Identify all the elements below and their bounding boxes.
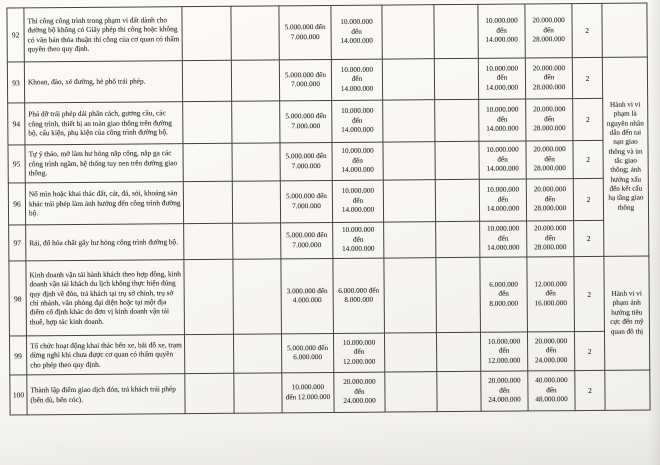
table-row (10, 370, 650, 415)
blank-cell (384, 333, 436, 372)
fine-range-3: 10.000.000 đến 14.000.000 (480, 221, 527, 257)
row-number: 99 (9, 336, 26, 375)
table-row (7, 57, 647, 103)
blank-cell (232, 101, 280, 143)
violation-description: Kinh doanh vận tải hành khách theo hợp đồng, kinh doanh vận tải khách du lịch không thực hiện đúng quy định về đón, trả khách tại trụ sở chính, trụ sở chi nhánh, văn phòng đại diện hoặc tại một địa điểm cố định khác do đơn vị kinh doanh vận tải thuê, hợp tác kinh doanh. (26, 260, 185, 336)
row-number: 94 (8, 103, 25, 145)
blank-cell (184, 223, 233, 259)
violation-description: Thành lập điểm giao dịch đón, trả khách trái phép (bến dù, bến cóc). (27, 374, 185, 415)
violation-description: Nổ mìn hoặc khai thác đất, cát, đá, sỏi, khoáng sản khác trái phép làm ảnh hưởng đến công trình đường bộ. (25, 182, 183, 225)
blank-cell (231, 60, 279, 101)
note-empty-cell (605, 370, 650, 410)
table-row (9, 331, 649, 375)
fine-range-1: 5.000.000 đến 7.000.000 (280, 100, 332, 142)
blank-cell (382, 5, 434, 59)
blank-cell (384, 222, 436, 258)
row-number: 95 (8, 145, 25, 183)
fine-range-3: 10.000.000 đến 14.000.000 (478, 58, 525, 99)
blank-cell (184, 334, 233, 373)
penalty-points: 2 (573, 178, 603, 220)
fine-range-2: 10.000.000 đến 14.000.000 (333, 222, 384, 258)
fine-range-4: 20.000.000 đến 28.000.000 (527, 221, 574, 257)
note-empty-cell (602, 3, 647, 57)
fine-range-4: 20.000.000 đến 28.000.000 (525, 4, 572, 58)
blank-cell (231, 6, 279, 60)
fine-range-4: 40.000.000 đến 48.000.000 (528, 371, 575, 411)
fine-range-2: 10.000.000 đến 12.000.000 (333, 333, 384, 372)
fine-range-1: 5.000.000 đến 7.000.000 (279, 59, 331, 100)
blank-cell (185, 373, 234, 413)
blank-cell (184, 259, 234, 334)
fine-range-4: 20.000.000 đến 28.000.000 (526, 179, 573, 221)
blank-cell (434, 58, 478, 99)
penalty-points: 2 (575, 370, 605, 410)
blank-cell (435, 99, 479, 141)
blank-cell (183, 181, 232, 223)
blank-cell (183, 143, 232, 181)
fine-range-1: 3.000.000 đến 4.000.000 (281, 258, 334, 333)
fine-range-4: 12.000.000 đến 16.000.000 (527, 257, 575, 332)
table-row (8, 98, 648, 145)
fine-range-3: 10.000.000 đến 14.000.000 (478, 4, 525, 58)
penalty-points: 2 (574, 220, 604, 256)
fine-range-4: 20.000.000 đến 28.000.000 (526, 99, 573, 141)
violation-description: Khoan, đào, xẻ đường, hè phố trái phép. (24, 61, 182, 103)
table-row (9, 220, 649, 261)
violation-description: Tự ý tháo, mở làm hư hỏng nắp cống, nắp ga các công trình ngầm, hệ thống tuy nen trên đường giao thông. (25, 144, 183, 183)
fine-range-1: 5.000.000 đến 7.000.000 (280, 180, 332, 222)
penalty-points: 2 (573, 98, 603, 140)
fine-range-2: 10.000.000 đến 14.000.000 (332, 100, 383, 142)
blank-cell (232, 143, 280, 181)
table-row (9, 256, 650, 336)
fine-range-3: 6.000.000 đến 8.000.000 (480, 257, 528, 332)
violation-description: Rải, đổ hóa chất gây hư hỏng công trình đường bộ. (26, 224, 184, 261)
blank-cell (437, 371, 481, 411)
penalty-points: 2 (572, 3, 602, 57)
fine-range-3: 10.000.000 đến 14.000.000 (479, 141, 526, 179)
blank-cell (233, 334, 281, 373)
blank-cell (233, 223, 281, 259)
row-number: 100 (10, 375, 27, 415)
fine-range-3: 10.000.000 đến 14.000.000 (479, 179, 526, 221)
fine-range-3: 10.000.000 đến 12.000.000 (480, 332, 527, 371)
fine-range-1: 10.000.000 đến 12.000.000 (282, 372, 334, 412)
table-row (8, 140, 648, 183)
table-row (7, 3, 647, 62)
blank-cell (435, 179, 479, 221)
fine-range-2: 10.000.000 đến 14.000.000 (331, 5, 382, 59)
blank-cell (233, 259, 282, 334)
blank-cell (385, 372, 437, 412)
note-merged-cell: Hành vi vi phạm ảnh hưởng tiêu cực đến mỹ quan đô thị (604, 256, 650, 370)
blank-cell (435, 141, 479, 179)
fine-range-3: 20.000.000 đến 24.000.000 (481, 371, 528, 411)
blank-cell (182, 6, 231, 60)
row-number: 96 (8, 183, 25, 225)
blank-cell (434, 4, 478, 58)
blank-cell (383, 100, 435, 142)
blank-cell (436, 332, 480, 371)
blank-cell (232, 181, 280, 223)
fine-range-1: 5.000.000 đến 7.000.000 (280, 142, 332, 180)
fine-range-1: 5.000.000 đến 7.000.000 (279, 5, 331, 59)
row-number: 92 (7, 8, 24, 62)
blank-cell (383, 180, 435, 222)
violation-description: Tổ chức hoạt động khai thác bến xe, bãi đỗ xe, trạm dừng nghỉ khi chưa được cơ quan có thẩm quyền cho phép theo quy định. (26, 335, 184, 375)
fine-range-4: 20.000.000 đến 28.000.000 (525, 58, 572, 99)
penalty-points: 2 (573, 140, 603, 178)
penalty-points: 2 (574, 256, 605, 331)
fine-range-2: 6.000.000 đến 8.000.000 (333, 258, 385, 333)
fine-range-1: 5.000.000 đến 6.000.000 (281, 333, 333, 372)
blank-cell (382, 59, 434, 100)
violations-fines-table (6, 2, 650, 415)
fine-range-3: 10.000.000 đến 14.000.000 (479, 99, 526, 141)
penalty-points: 2 (572, 57, 602, 98)
row-number: 97 (9, 225, 26, 261)
blank-cell (182, 60, 231, 101)
penalty-points: 2 (574, 331, 604, 370)
blank-cell (183, 101, 232, 143)
blank-cell (383, 142, 435, 180)
fine-range-4: 20.000.000 đến 24.000.000 (527, 332, 574, 371)
fine-range-2: 20.000.000 đến 24.000.000 (334, 372, 385, 412)
fine-range-1: 5.000.000 đến 7.000.000 (281, 222, 333, 258)
blank-cell (436, 221, 480, 257)
fine-range-2: 10.000.000 đến 14.000.000 (332, 180, 383, 222)
fine-range-2: 10.000.000 đến 14.000.000 (331, 59, 382, 100)
row-number: 98 (9, 261, 27, 336)
blank-cell (436, 257, 481, 332)
table-row (8, 178, 648, 225)
fine-range-2: 10.000.000 đến 14.000.000 (332, 142, 383, 180)
blank-cell (384, 258, 437, 333)
violation-description: Thi công công trình trong phạm vi đất dành cho đường bộ không có Giấy phép thi công hoặc không có văn bản thỏa thuận thi công của cơ quan có thẩm quyền theo quy định. (24, 7, 182, 62)
blank-cell (234, 373, 282, 413)
row-number: 93 (7, 62, 24, 103)
note-merged-cell: Hành vi vi phạm là nguyên nhân dẫn đến tai nạn giao thông và ùn tắc giao thông; ảnh hưởng xấu đến kết cấu hạ tầng giao thông (602, 57, 649, 256)
violation-description: Phá dỡ trái phép dải phân cách, gương cầu, các công trình, thiết bị an toàn giao thông trên đường bộ, cấu kiện, phụ kiện của công trình đường bộ. (25, 102, 183, 145)
fine-range-4: 20.000.000 đến 28.000.000 (526, 141, 573, 179)
